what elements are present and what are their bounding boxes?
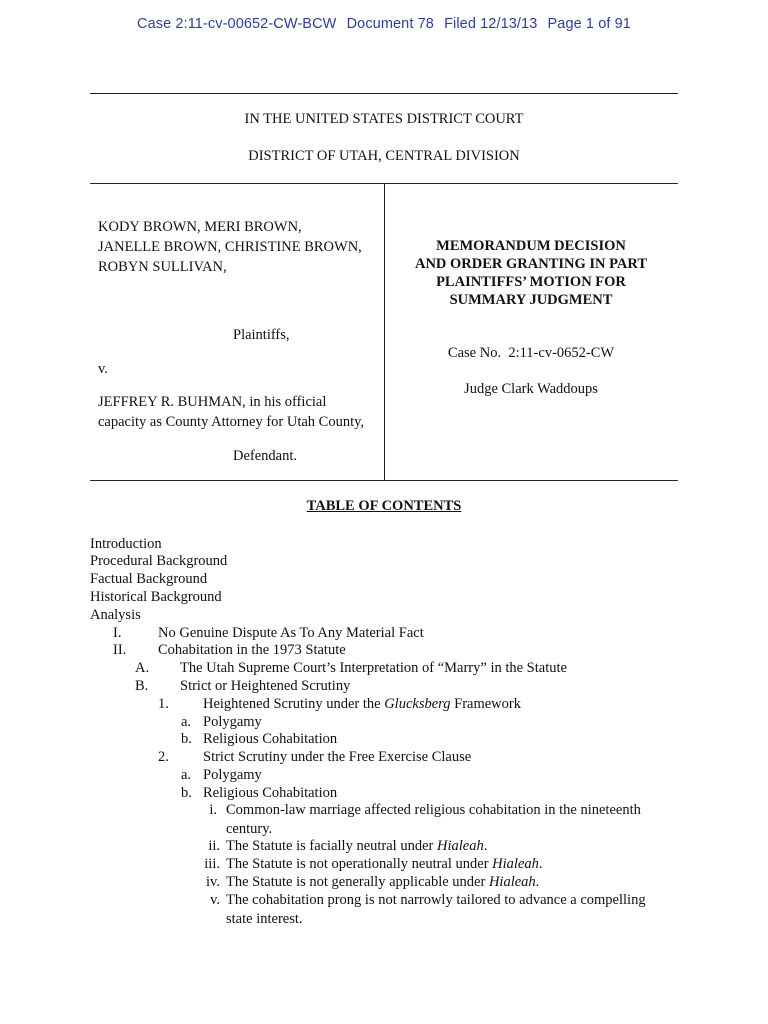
- caption-divider: [384, 184, 385, 480]
- toc-letter: b.: [181, 785, 192, 801]
- toc-text-part: The Statute is facially neutral under: [226, 838, 437, 854]
- toc-entry-b2[interactable]: [158, 748, 472, 766]
- decision-title-line: MEMORANDUM DECISION: [436, 238, 626, 254]
- top-rule: [90, 93, 678, 94]
- case-number: Case No. 2:11-cv-0652-CW: [447, 345, 615, 361]
- toc-letter: a.: [181, 714, 192, 730]
- toc-text-part: The Statute is not generally applicable under: [226, 874, 489, 890]
- toc-text: Polygamy: [203, 714, 262, 730]
- plaintiff-line: KODY BROWN, MERI BROWN,: [98, 219, 302, 235]
- toc-number: A.: [135, 660, 150, 676]
- stamp-case-number: Case 2:11-cv-00652-CW-BCW: [137, 16, 337, 32]
- toc-number: 1.: [158, 696, 169, 712]
- defendant-line: JEFFREY R. BUHMAN, in his official: [98, 394, 327, 410]
- toc-text: [203, 695, 521, 713]
- toc-entry-section-i[interactable]: [113, 624, 424, 642]
- toc-text: No Genuine Dispute As To Any Material Fact: [158, 625, 424, 641]
- stamp-document-number: Document 78: [346, 16, 434, 32]
- toc-text: Common-law marriage affected religious cohabitation in the nineteenth: [226, 802, 641, 818]
- toc-entry-introduction[interactable]: Introduction: [90, 536, 162, 552]
- toc-entry-section-ii[interactable]: [113, 641, 346, 659]
- versus: v.: [98, 361, 108, 377]
- toc-text-part: .: [483, 838, 488, 854]
- toc-text-italic: Hialeah: [436, 838, 484, 854]
- toc-roman: iv.: [206, 874, 220, 890]
- toc-number: II.: [113, 642, 127, 658]
- decision-title-line: AND ORDER GRANTING IN PART: [414, 256, 648, 272]
- toc-text: Polygamy: [203, 767, 262, 783]
- court-name: IN THE UNITED STATES DISTRICT COURT: [244, 111, 524, 127]
- toc-entry-procedural[interactable]: Procedural Background: [90, 553, 228, 569]
- toc-roman: v.: [210, 892, 220, 908]
- toc-text-part: .: [538, 856, 543, 872]
- plaintiff-line: JANELLE BROWN, CHRISTINE BROWN,: [98, 239, 362, 255]
- toc-text-continued: state interest.: [226, 911, 303, 927]
- toc-text-part: .: [535, 874, 540, 890]
- toc-roman: iii.: [204, 856, 220, 872]
- plaintiffs-label: Plaintiffs,: [233, 327, 290, 343]
- judge-name: Judge Clark Waddoups: [464, 381, 598, 397]
- toc-text: Strict or Heightened Scrutiny: [180, 678, 351, 694]
- toc-entry-section-b[interactable]: [135, 677, 351, 695]
- filing-stamp: [0, 16, 768, 32]
- defendant-label: Defendant.: [233, 448, 298, 464]
- court-district: DISTRICT OF UTAH, CENTRAL DIVISION: [248, 148, 520, 164]
- toc-letter: a.: [181, 767, 192, 783]
- toc-text-italic: Hialeah: [492, 856, 539, 872]
- toc-entry-analysis[interactable]: Analysis: [90, 607, 141, 623]
- toc-entry-b2a[interactable]: [181, 766, 262, 784]
- toc-number: I.: [113, 625, 122, 641]
- toc-number: 2.: [158, 749, 169, 765]
- toc-entry-factual[interactable]: Factual Background: [90, 571, 208, 587]
- toc-text-part: Framework: [450, 696, 521, 712]
- toc-title: TABLE OF CONTENTS: [306, 498, 462, 514]
- toc-letter: b.: [181, 731, 192, 747]
- caption-bottom-rule: [90, 480, 678, 481]
- decision-title: [384, 237, 678, 309]
- toc-entry-b1b[interactable]: [181, 730, 338, 748]
- toc-text-part: The Statute is not operationally neutral under: [226, 856, 493, 872]
- toc-roman: ii.: [208, 838, 220, 854]
- stamp-page-count: Page 1 of 91: [547, 16, 631, 32]
- plaintiff-line: ROBYN SULLIVAN,: [98, 259, 227, 275]
- toc-text-continued: century.: [226, 821, 273, 837]
- toc-text: [226, 837, 487, 855]
- toc-text: Cohabitation in the 1973 Statute: [158, 642, 346, 658]
- toc-text: [226, 873, 539, 891]
- decision-title-line: PLAINTIFFS’ MOTION FOR: [436, 274, 626, 290]
- toc-text: Strict Scrutiny under the Free Exercise Clause: [203, 749, 472, 765]
- toc-roman: i.: [209, 802, 217, 818]
- toc-text-part: Heightened Scrutiny under the: [203, 696, 385, 712]
- defendant-line: capacity as County Attorney for Utah County,: [98, 414, 365, 430]
- toc-text-italic: Hialeah: [488, 874, 536, 890]
- toc-text: Religious Cohabitation: [203, 785, 338, 801]
- toc-entry-b1a[interactable]: [181, 713, 262, 731]
- toc-text: The Utah Supreme Court’s Interpretation of “Marry” in the Statute: [180, 660, 567, 676]
- toc-number: B.: [135, 678, 149, 694]
- toc-text: [226, 855, 543, 873]
- toc-text: Religious Cohabitation: [203, 731, 338, 747]
- stamp-filed-date: Filed 12/13/13: [444, 16, 538, 32]
- toc-text-italic: Glucksberg: [384, 696, 451, 712]
- decision-title-line: SUMMARY JUDGMENT: [449, 292, 613, 308]
- toc-entry-b1[interactable]: [158, 695, 521, 713]
- toc-entry-b2b[interactable]: [181, 784, 338, 802]
- toc-entry-historical[interactable]: Historical Background: [90, 589, 222, 605]
- toc-text: The cohabitation prong is not narrowly tailored to advance a compelling: [226, 892, 646, 908]
- toc-entry-section-a[interactable]: [135, 659, 567, 677]
